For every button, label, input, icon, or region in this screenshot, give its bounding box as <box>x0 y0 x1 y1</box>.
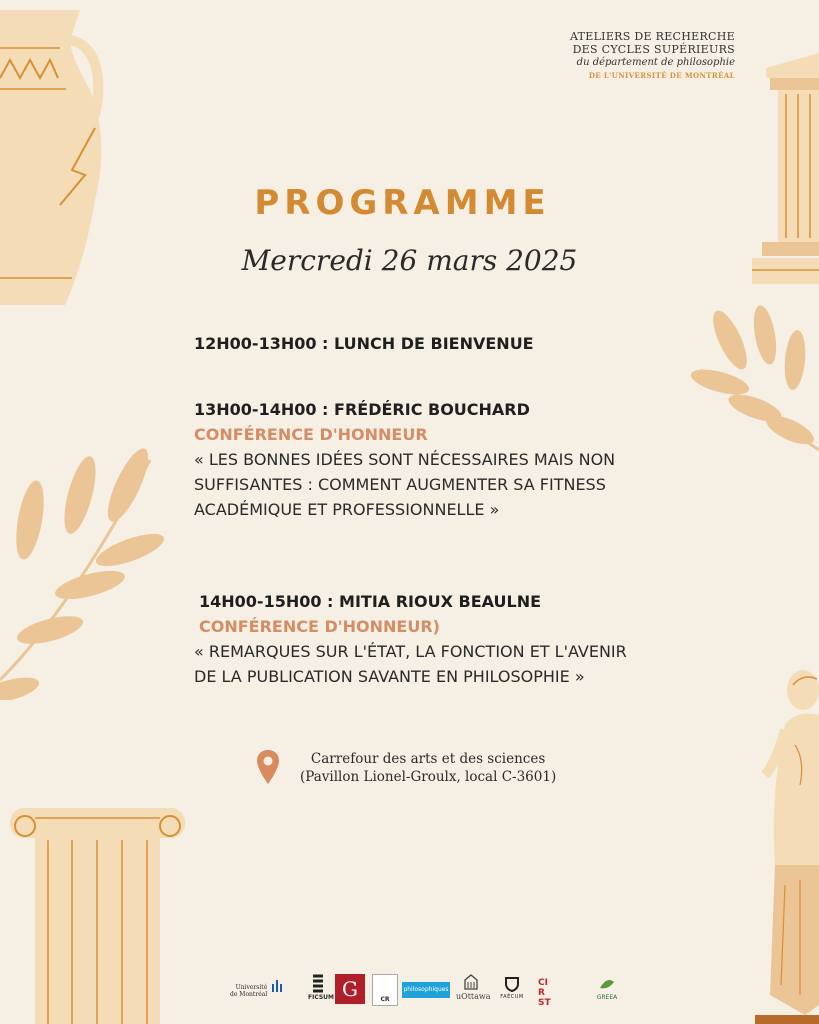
udem-logo <box>230 984 267 998</box>
column-bottom-left-decoration <box>0 798 195 1024</box>
schedule-quote-line: SUFFISANTES : COMMENT AUGMENTER SA FITNESS <box>194 475 606 494</box>
page-title: PROGRAMME <box>254 183 551 223</box>
header-line-4: DE L'UNIVERSITÉ DE MONTRÉAL <box>588 71 735 80</box>
uottawa-building-icon <box>464 974 478 990</box>
greea-logo <box>592 976 622 1001</box>
schedule-type: CONFÉRENCE D'HONNEUR) <box>199 617 440 636</box>
udem-building-icon <box>272 978 284 992</box>
ficsum-stripes-icon <box>311 974 325 994</box>
schedule-time-title: 14H00-15H00 : MITIA RIOUX BEAULNE <box>199 592 542 611</box>
schedule-item-bouchard <box>194 397 615 522</box>
schedule-time-title: 13H00-14H00 : FRÉDÉRIC BOUCHARD <box>194 400 530 419</box>
cr-logo: CR <box>372 974 398 1006</box>
event-location <box>300 750 556 786</box>
leaf-branch-left-decoration <box>0 440 170 700</box>
location-line-2: (Pavillon Lionel-Groulx, local C-3601) <box>300 769 557 785</box>
location-pin-icon <box>257 750 279 784</box>
location-line-1: Carrefour des arts et des sciences <box>310 751 546 767</box>
schedule-item-rioux-beaulne <box>194 589 627 689</box>
schedule-quote-line: « REMARQUES SUR L'ÉTAT, LA FONCTION ET L'AVENIR <box>194 642 627 661</box>
organizer-header <box>570 30 735 82</box>
sponsor-logos <box>230 974 630 1006</box>
header-line-3: du département de philosophie <box>576 57 735 68</box>
schedule-quote-line: ACADÉMIQUE ET PROFESSIONNELLE » <box>194 500 500 519</box>
faecum-logo <box>498 976 526 1000</box>
schedule-type: CONFÉRENCE D'HONNEUR <box>194 425 428 444</box>
schedule-quote-line: DE LA PUBLICATION SAVANTE EN PHILOSOPHIE » <box>194 667 585 686</box>
uottawa-label: uOttawa <box>456 992 491 1001</box>
leaf-branch-right-decoration <box>690 300 819 480</box>
ficsum-logo <box>308 974 335 1001</box>
statue-decoration <box>755 665 819 1024</box>
greea-label: GREEA <box>596 994 618 1001</box>
greea-leaf-icon <box>598 976 616 992</box>
schedule-quote-line: « LES BONNES IDÉES SONT NÉCESSAIRES MAIS NON <box>194 450 616 469</box>
ficsum-label: FICSUM <box>308 994 335 1001</box>
uottawa-logo <box>456 974 491 1001</box>
faecum-label: FAÉCUM <box>500 994 524 1000</box>
event-date: Mercredi 26 mars 2025 <box>241 244 578 277</box>
philosophiques-logo: philosophiques <box>402 982 450 998</box>
schedule-item-lunch: 12H00-13H00 : LUNCH DE BIENVENUE <box>194 334 534 353</box>
header-line-2: DES CYCLES SUPÉRIEURS <box>572 43 735 56</box>
cirst-logo: CIR ST <box>538 978 551 1008</box>
faecum-shield-icon <box>504 976 520 992</box>
udem-logo-line-1: Université <box>235 984 268 991</box>
udem-logo-line-2: de Montréal <box>230 991 268 998</box>
g-logo: G <box>335 974 365 1004</box>
header-line-1: ATELIERS DE RECHERCHE <box>569 30 735 43</box>
